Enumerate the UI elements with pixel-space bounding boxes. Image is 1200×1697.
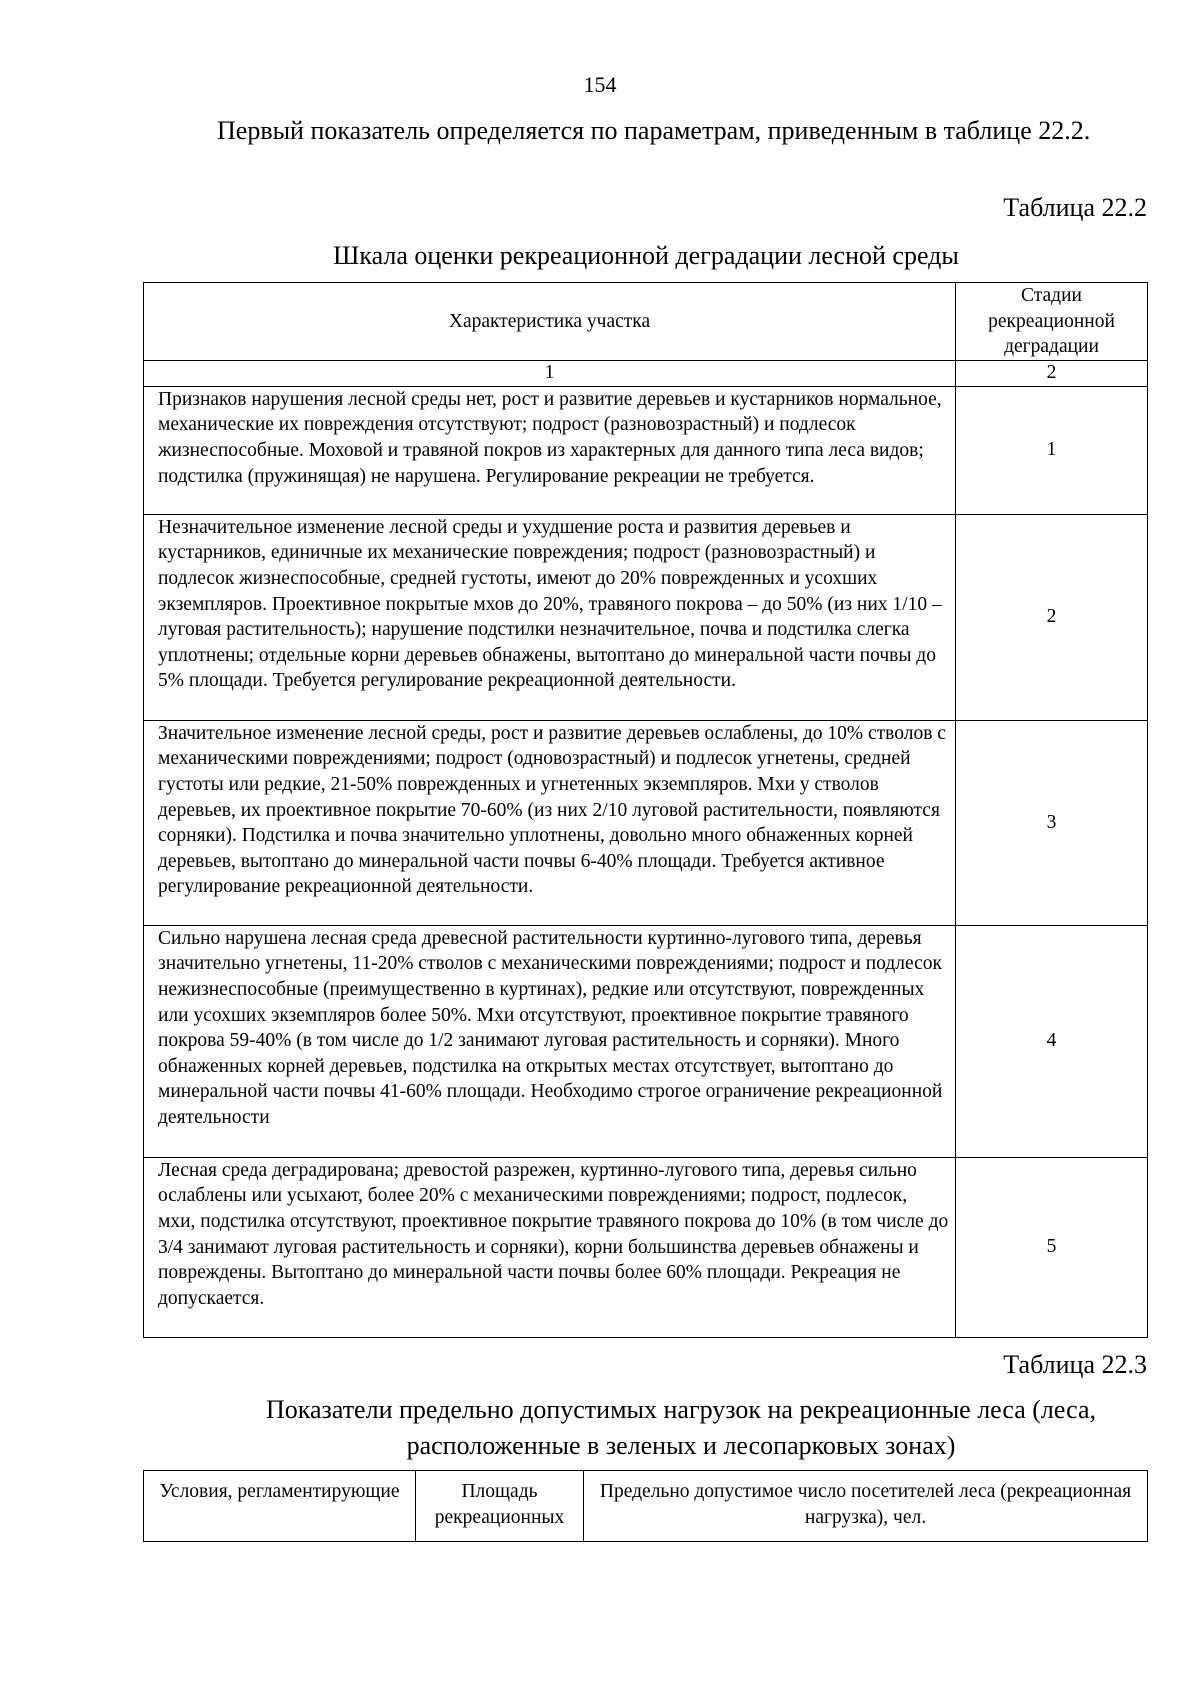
header-site-characteristic: Характеристика участка [144, 283, 956, 361]
row-description: Признаков нарушения лесной среды нет, рост и развитие деревьев и кустарников нормальное, механические их повреждения отсутствуют; подрост (разновозрастный) и подлесок жизнеспособные. Моховой и травяной покров из характерных для данного типа леса видов; подстилка (пружинящая) не нарушена. Регулирование рекреации не требуется. [144, 386, 956, 514]
row-description: Лесная среда деградирована; древостой разрежен, куртинно-лугового типа, деревья сильно ослаблены или усыхают, более 20% с механическими повреждениями; подрост, подлесок, мхи, подстилка отсутствуют, проективное покрытие травяного покрова до 10% (в том числе до 3/4 занимают луговая растительность и сорняки), корни большинства деревьев обнажены и повреждены. Вытоптано до минеральной части почвы более 60% площади. Рекреация не допускается. [144, 1157, 956, 1337]
recreational-load-table [143, 1470, 1148, 1542]
table-row [144, 514, 1148, 720]
row-stage: 2 [956, 514, 1148, 720]
intro-paragraph: Первый показатель определяется по параметрам, приведенным в таблице 22.2. [217, 116, 1091, 145]
table-row [144, 1157, 1148, 1337]
row-stage: 1 [956, 386, 1148, 514]
table-22-2-title: Шкала оценки рекреационной деградации лесной среды [333, 241, 959, 270]
header-degradation-stage: Стадии рекреационной деградации [956, 283, 1148, 361]
column-number-2: 2 [956, 360, 1148, 386]
row-description: Значительное изменение лесной среды, рост и развитие деревьев ослаблены, до 10% стволов с механическими повреждениями; подрост (одновозрастный) и подлесок угнетены, средней густоты или редкие, 21-50% поврежденных и угнетенных экземпляров. Мхи у стволов деревьев, их проективное покрытие 70-60% (из них 2/10 луговой растительности, появляются сорняки). Подстилка и почва значительно уплотнены, довольно много обнаженных корней деревьев, вытоптано до минеральной части почвы 6-40% площади. Требуется активное регулирование рекреационной деятельности. [144, 720, 956, 925]
table-row [144, 720, 1148, 925]
degradation-scale-table [143, 282, 1148, 1338]
table-22-3-title: Показатели предельно допустимых нагрузок на рекреационные леса (леса, расположенные в зеленых и лесопарковых зонах) [266, 1395, 1096, 1460]
row-description: Сильно нарушена лесная среда древесной растительности куртинно-лугового типа, деревья значительно угнетены, 11-20% стволов с механическими повреждениями; подрост и подлесок нежизнеспособные (преимущественно в куртинах), редкие или отсутствуют, поврежденных или усохших экземпляров более 50%. Мхи отсутствуют, проективное покрытие травяного покрова 59-40% (в том числе до 1/2 занимают луговая растительность и сорняки). Много обнаженных корней деревьев, подстилка на открытых местах отсутствует, вытоптано до минеральной части почвы 41-60% площади. Необходимо строгое ограничение рекреационной деятельности [144, 925, 956, 1157]
header-max-visitors: Предельно допустимое число посетителей леса (рекреационная нагрузка), чел. [584, 1471, 1148, 1542]
table-row [144, 925, 1148, 1157]
column-number-1: 1 [144, 360, 956, 386]
row-stage: 4 [956, 925, 1148, 1157]
row-stage: 3 [956, 720, 1148, 925]
header-conditions: Условия, регламентирующие [144, 1471, 416, 1542]
row-description: Незначительное изменение лесной среды и ухудшение роста и развития деревьев и кустарников, единичные их механические повреждения; подрост (разновозрастный) и подлесок жизнеспособные, средней густоты, имеют до 20% поврежденных и усохших экземпляров. Проективное покрытые мхов до 20%, травяного покрова – до 50% (из них 1/10 – луговая растительность); нарушение подстилки незначительное, почва и подстилка слегка уплотнены; отдельные корни деревьев обнажены, вытоптано до минеральной части почвы до 5% площади. Требуется регулирование рекреационной деятельности. [144, 514, 956, 720]
table-row [144, 386, 1148, 514]
table-22-3-label: Таблица 22.3 [1003, 1350, 1147, 1379]
row-stage: 5 [956, 1157, 1148, 1337]
page-number: 154 [583, 72, 617, 97]
table-22-2-label: Таблица 22.2 [1003, 193, 1147, 222]
header-recreational-area: Площадь рекреационных [416, 1471, 584, 1542]
